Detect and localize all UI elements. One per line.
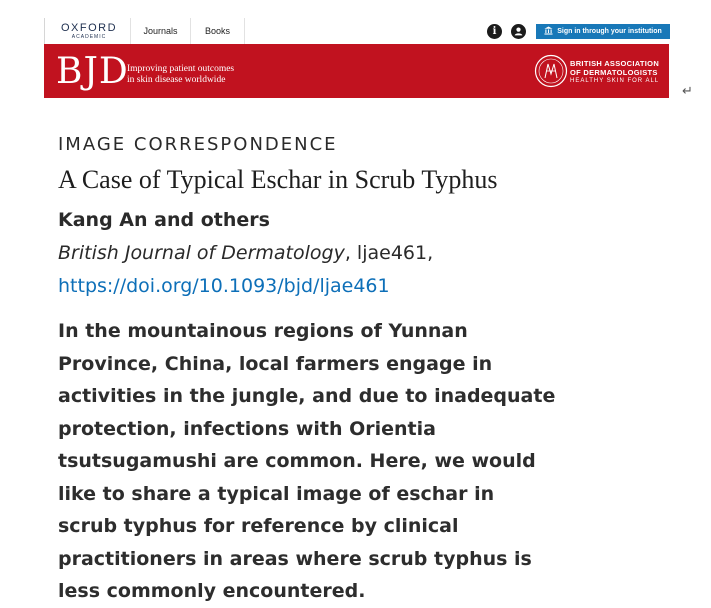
- bad-seal-icon: [534, 54, 568, 88]
- nav-journals-link[interactable]: Journals: [130, 18, 190, 44]
- article-abstract: In the mountainous regions of Yunnan Province, China, local farmers engage in activities in the jungle, and due to inadequate protection, infections with Orientia tsutsugamushi are common. Here, we would like to share a typical image of eschar in scrub typhus for reference by clinical practitioners in areas where scrub typhus is less commonly encountered.: [58, 320, 556, 602]
- oxford-wordmark: OXFORD: [60, 22, 118, 34]
- article-authors[interactable]: Kang An and others: [58, 209, 270, 231]
- sign-in-institution-button[interactable]: [536, 24, 670, 39]
- article-title: A Case of Typical Eschar in Scrub Typhus: [58, 165, 498, 194]
- sign-in-label: Sign in through your institution: [557, 28, 662, 35]
- nav-books-link[interactable]: Books: [190, 18, 245, 44]
- account-icon[interactable]: [511, 24, 526, 39]
- bad-association-text: [570, 59, 659, 85]
- association-line-1: BRITISH ASSOCIATION: [570, 59, 660, 68]
- oxford-academic-logo[interactable]: [59, 23, 119, 41]
- association-slogan: HEALTHY SKIN FOR ALL: [570, 78, 660, 84]
- institution-icon: [544, 26, 553, 37]
- article-id: , ljae461,: [344, 242, 434, 264]
- journal-banner: [44, 44, 669, 98]
- academic-wordmark: ACADEMIC: [71, 34, 107, 40]
- top-navigation-bar: [44, 18, 669, 44]
- article-citation: [58, 237, 568, 270]
- tagline-line-2: in skin disease worldwide: [127, 75, 226, 85]
- tagline-line-1: Improving patient outcomes: [127, 64, 235, 74]
- journal-tagline: [127, 64, 267, 86]
- bjd-logo[interactable]: BJD: [56, 51, 129, 92]
- doi-link[interactable]: https://doi.org/10.1093/bjd/ljae461: [58, 275, 390, 297]
- article-type: IMAGE CORRESPONDENCE: [58, 134, 338, 155]
- article-header: [58, 130, 568, 608]
- association-line-2: OF DERMATOLOGISTS: [570, 68, 658, 77]
- journal-name: British Journal of Dermatology: [58, 242, 345, 264]
- return-arrow-icon: ↵: [682, 84, 693, 99]
- info-icon[interactable]: i: [487, 24, 502, 39]
